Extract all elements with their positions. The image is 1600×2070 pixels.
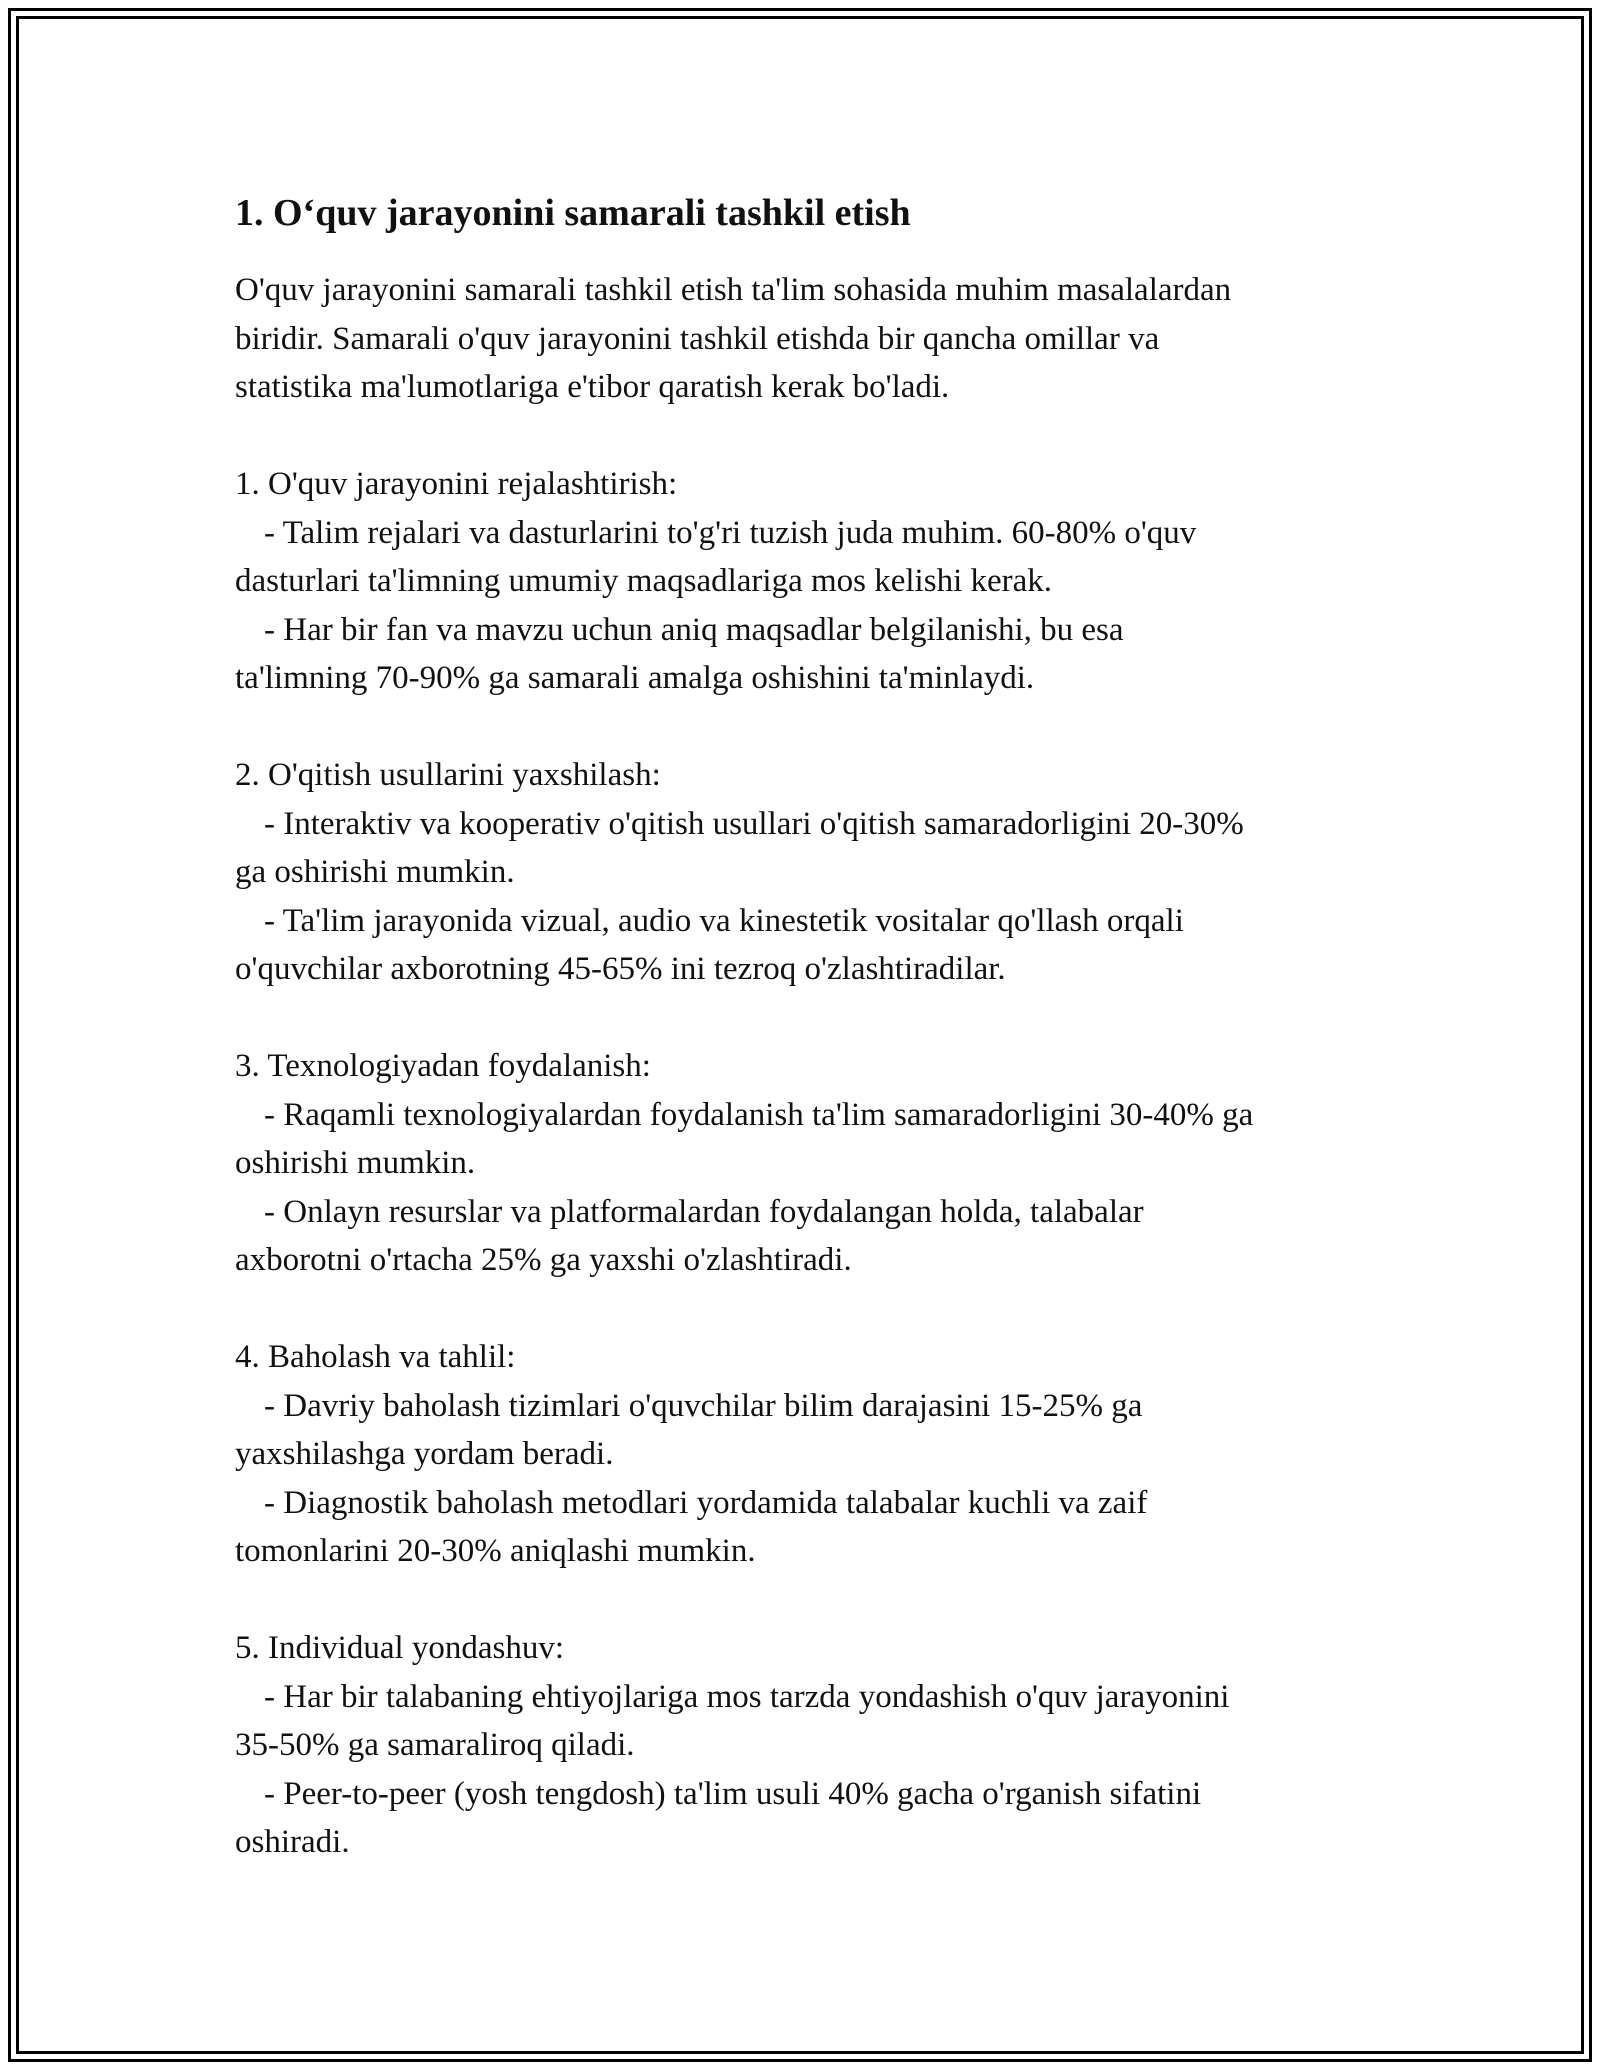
section-spacer bbox=[235, 703, 1380, 752]
bullet-line: - Onlayn resurslar va platformalardan foydalangan holda, talabalar bbox=[264, 1193, 1144, 1230]
bullet-continuation: ta'limning 70-90% ga samarali amalga oshishini ta'minlaydi. bbox=[235, 660, 1035, 696]
bullet-continuation: axborotni o'rtacha 25% ga yaxshi o'zlashtiradi. bbox=[235, 1242, 852, 1278]
bullet-line: - Har bir talabaning ehtiyojlariga mos tarzda yondashish o'quv jarayonini bbox=[264, 1678, 1230, 1715]
bullet-continuation: oshirishi mumkin. bbox=[235, 1145, 476, 1181]
section-1 bbox=[235, 460, 1380, 703]
bullet-continuation: ga oshirishi mumkin. bbox=[235, 854, 515, 890]
section-3 bbox=[235, 1042, 1380, 1285]
section-spacer bbox=[235, 1576, 1380, 1625]
bullet-line: - Har bir fan va mavzu uchun aniq maqsadlar belgilanishi, bu esa bbox=[264, 611, 1124, 648]
intro-line: biridir. Samarali o'quv jarayonini tashkil etishda bir qancha omillar va bbox=[235, 320, 1160, 357]
intro-line: statistika ma'lumotlariga e'tibor qaratish kerak bo'ladi. bbox=[235, 369, 950, 405]
document-title: 1. O‘quv jarayonini samarali tashkil etish bbox=[235, 192, 911, 234]
bullet-continuation: o'quvchilar axborotning 45-65% ini tezroq o'zlashtiradilar. bbox=[235, 951, 1006, 987]
bullet-line: - Davriy baholash tizimlari o'quvchilar bilim darajasini 15-25% ga bbox=[264, 1387, 1143, 1424]
bullet-continuation: tomonlarini 20-30% aniqlashi mumkin. bbox=[235, 1533, 756, 1569]
section-2 bbox=[235, 751, 1380, 994]
section-4 bbox=[235, 1333, 1380, 1576]
section-heading: 1. O'quv jarayonini rejalashtirish: bbox=[235, 466, 678, 502]
bullet-continuation: dasturlari ta'limning umumiy maqsadlariga mos kelishi kerak. bbox=[235, 563, 1053, 599]
bullet-line: - Interaktiv va kooperativ o'qitish usullari o'qitish samaradorligini 20-30% bbox=[264, 805, 1244, 842]
bullet-continuation: oshiradi. bbox=[235, 1824, 350, 1860]
section-spacer bbox=[235, 1285, 1380, 1334]
sections-list bbox=[235, 412, 1380, 1867]
bullet-continuation: 35-50% ga samaraliroq qiladi. bbox=[235, 1727, 635, 1763]
section-heading: 5. Individual yondashuv: bbox=[235, 1630, 565, 1666]
bullet-line: - Ta'lim jarayonida vizual, audio va kinestetik vositalar qo'llash orqali bbox=[264, 902, 1184, 939]
section-5 bbox=[235, 1624, 1380, 1867]
bullet-line: - Diagnostik baholash metodlari yordamida talabalar kuchli va zaif bbox=[264, 1484, 1148, 1521]
section-heading: 3. Texnologiyadan foydalanish: bbox=[235, 1048, 651, 1084]
section-heading: 4. Baholash va tahlil: bbox=[235, 1339, 516, 1375]
bullet-line: - Peer-to-peer (yosh tengdosh) ta'lim usuli 40% gacha o'rganish sifatini bbox=[264, 1775, 1202, 1812]
intro-paragraph bbox=[235, 266, 1380, 412]
intro-line: O'quv jarayonini samarali tashkil etish ta'lim sohasida muhim masalalardan bbox=[235, 272, 1232, 308]
bullet-line: - Talim rejalari va dasturlarini to'g'ri tuzish juda muhim. 60-80% o'quv bbox=[264, 514, 1197, 551]
section-spacer bbox=[235, 412, 1380, 461]
section-heading: 2. O'qitish usullarini yaxshilash: bbox=[235, 757, 661, 793]
document-body bbox=[235, 188, 1380, 1867]
section-spacer bbox=[235, 994, 1380, 1043]
bullet-line: - Raqamli texnologiyalardan foydalanish ta'lim samaradorligini 30-40% ga bbox=[264, 1096, 1254, 1133]
bullet-continuation: yaxshilashga yordam beradi. bbox=[235, 1436, 614, 1472]
